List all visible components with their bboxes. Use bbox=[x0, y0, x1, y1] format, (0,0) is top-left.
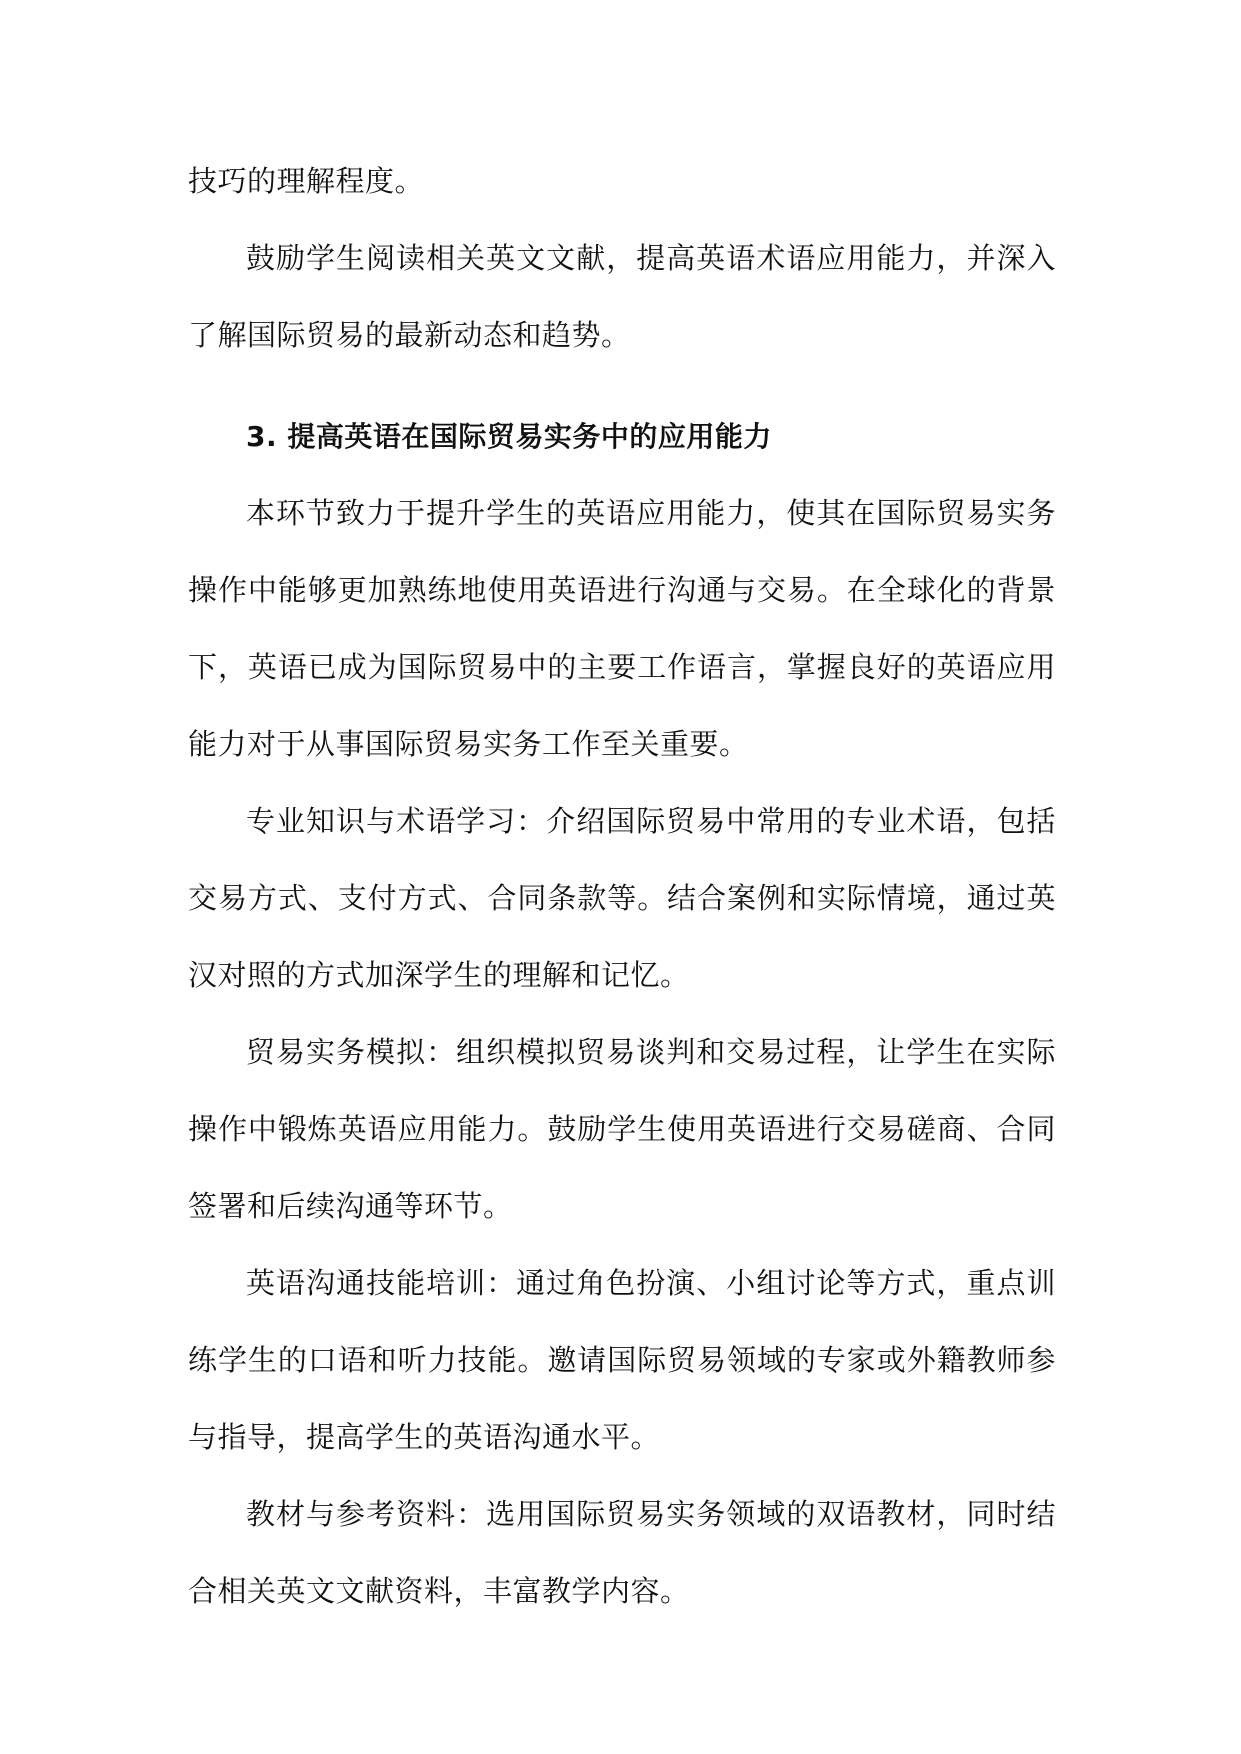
paragraph-continuation: 技巧的理解程度。 bbox=[188, 164, 425, 198]
paragraph-textbooks: 教材与参考资料：选用国际贸易实务领域的双语教材，同时结合相关英文文献资料，丰富教学内容。 bbox=[188, 1497, 1056, 1608]
paragraph-trade-simulation: 贸易实务模拟：组织模拟贸易谈判和交易过程，让学生在实际操作中锻炼英语应用能力。鼓励学生使用英语进行交易磋商、合同签署和后续沟通等环节。 bbox=[188, 1035, 1056, 1223]
paragraph-terminology: 专业知识与术语学习：介绍国际贸易中常用的专业术语，包括交易方式、支付方式、合同条款等。结合案例和实际情境，通过英汉对照的方式加深学生的理解和记忆。 bbox=[188, 804, 1056, 992]
paragraph-intro: 本环节致力于提升学生的英语应用能力，使其在国际贸易实务操作中能够更加熟练地使用英语进行沟通与交易。在全球化的背景下，英语已成为国际贸易中的主要工作语言，掌握良好的英语应用能力对于从事国际贸易实务工作至关重要。 bbox=[188, 496, 1056, 761]
section-heading: 3. 提高英语在国际贸易实务中的应用能力 bbox=[246, 420, 772, 453]
paragraph-literature-reading: 鼓励学生阅读相关英文文献，提高英语术语应用能力，并深入了解国际贸易的最新动态和趋势。 bbox=[188, 241, 1056, 352]
paragraph-communication-training: 英语沟通技能培训：通过角色扮演、小组讨论等方式，重点训练学生的口语和听力技能。邀请国际贸易领域的专家或外籍教师参与指导，提高学生的英语沟通水平。 bbox=[188, 1266, 1056, 1454]
document-body bbox=[188, 143, 1056, 1630]
